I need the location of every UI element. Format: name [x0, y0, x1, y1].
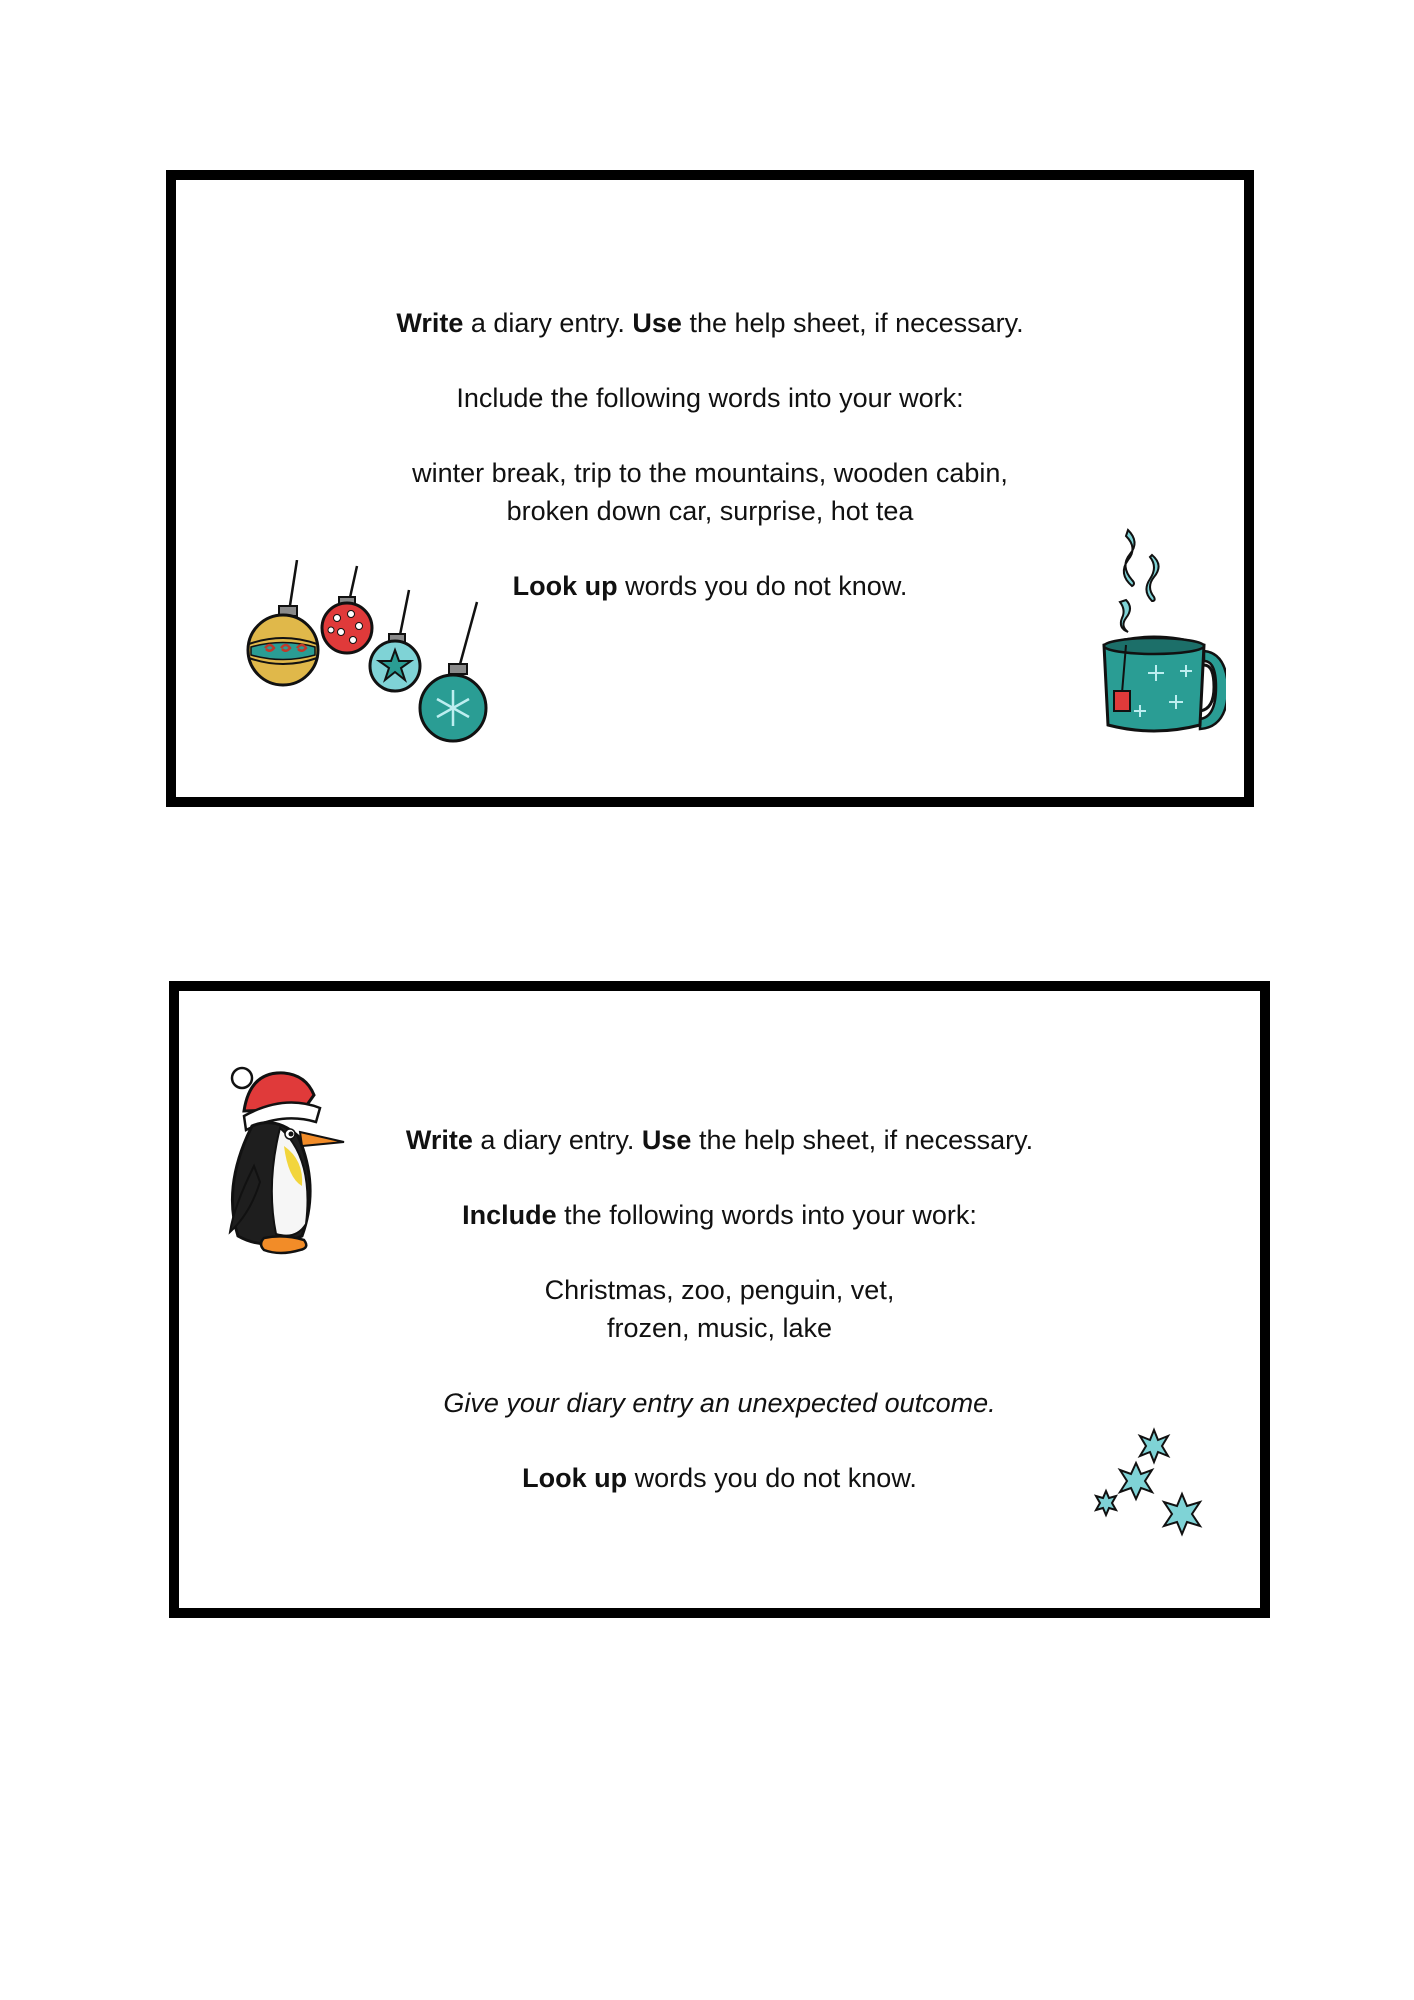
outcome-line: Give your diary entry an unexpected outcome. — [443, 1388, 996, 1418]
christmas-ornaments-icon — [231, 560, 501, 760]
instruction-line: Write a diary entry. Use the help sheet, if necessary. — [396, 308, 1024, 338]
include-line: Include the following words into your work: — [462, 1200, 977, 1230]
word-list: winter break, trip to the mountains, wooden cabin, broken down car, surprise, hot tea — [412, 458, 1008, 526]
word-list: Christmas, zoo, penguin, vet, frozen, music, lake — [544, 1275, 895, 1343]
penguin-icon — [224, 1056, 349, 1261]
include-line: Include the following words into your work: — [456, 383, 964, 413]
task-card-2 — [169, 981, 1270, 1618]
snowflakes-icon — [1094, 1426, 1209, 1546]
instruction-line: Write a diary entry. Use the help sheet, if necessary. — [405, 1125, 1034, 1155]
task-card-1 — [166, 170, 1254, 807]
lookup-line: Look up words you do not know. — [522, 1463, 917, 1493]
tea-mug-icon — [1096, 525, 1226, 740]
lookup-line: Look up words you do not know. — [512, 571, 908, 601]
